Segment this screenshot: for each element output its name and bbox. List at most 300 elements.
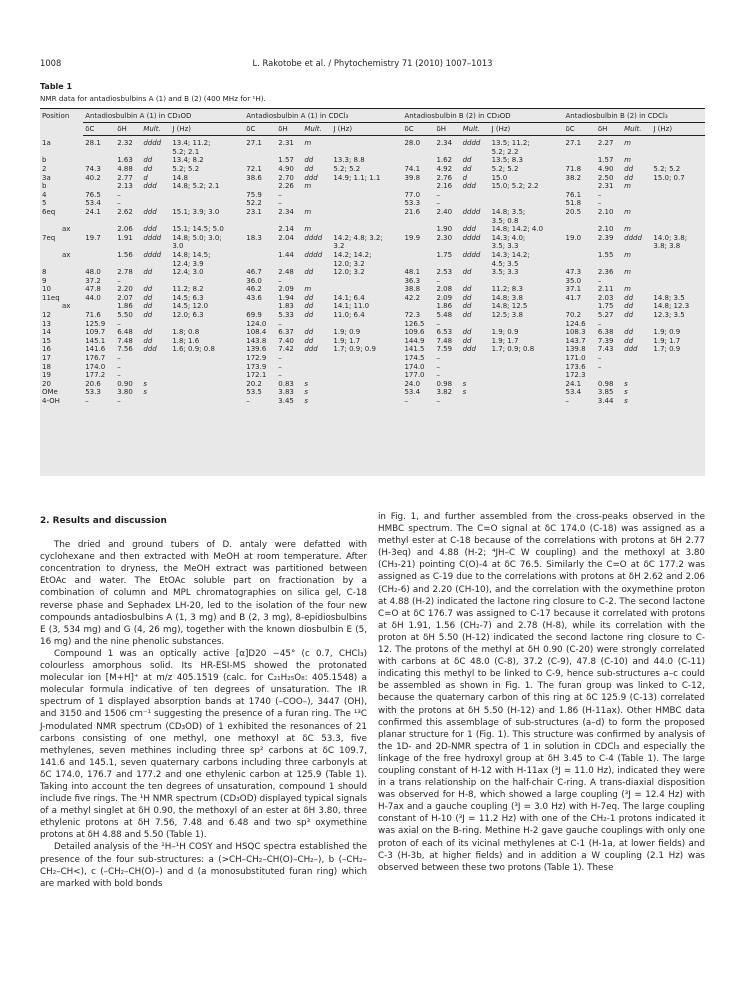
- table-cell: dd: [462, 293, 472, 302]
- table-cell: [170, 380, 244, 389]
- table-cell: 5.48: [436, 311, 453, 320]
- table-cell: –: [117, 354, 121, 363]
- table-cell: 3.5; 3.3: [491, 268, 519, 277]
- position-cell: b: [42, 182, 47, 191]
- table-cell: 37.1: [565, 285, 582, 294]
- table-cell: [170, 371, 244, 380]
- table-cell: 3.8; 3.8: [653, 242, 681, 251]
- table-cell: [170, 277, 244, 286]
- position-cell: ax: [62, 225, 71, 234]
- table-cell: m: [624, 225, 631, 234]
- table-cell: [331, 397, 402, 406]
- table-cell: dd: [143, 164, 153, 173]
- table-row: [40, 302, 705, 311]
- table-cell: –: [565, 397, 569, 405]
- table-cell: 2.16: [436, 182, 453, 191]
- table-cell: 38.2: [565, 173, 582, 182]
- table-cell: 35.0: [565, 276, 582, 285]
- table-cell: 12.4; 3.0: [172, 268, 204, 277]
- table-cell: 15.1; 14.5; 5.0: [172, 225, 224, 234]
- column-subheader: δH: [276, 122, 302, 136]
- table-row: [40, 397, 705, 406]
- table-cell: [622, 199, 651, 208]
- table-cell: s: [462, 379, 467, 388]
- table-cell: [622, 242, 651, 251]
- table-cell: 24.0: [404, 379, 421, 388]
- column-subheader: δC: [83, 122, 115, 136]
- table-cell: [302, 217, 331, 226]
- table-cell: m: [624, 182, 631, 191]
- table-cell: 2.39: [597, 233, 614, 242]
- table-cell: 76.1: [565, 190, 582, 199]
- table-cell: 1.8; 1.6: [172, 336, 200, 345]
- table-cell: 2.53: [436, 268, 453, 277]
- page-number: 1008: [40, 58, 62, 68]
- table-row: [40, 345, 705, 354]
- table-cell: 3.45: [278, 397, 294, 405]
- table-cell: 48.1: [404, 268, 421, 277]
- position-cell: 16: [42, 345, 51, 354]
- table-cell: [244, 260, 276, 269]
- table-cell: 3.82: [436, 388, 453, 397]
- position-cell: 4-OH: [42, 397, 60, 405]
- table-cell: [564, 217, 596, 226]
- table-cell: 2.27: [597, 139, 614, 148]
- table-cell: 11.2; 8.3: [491, 285, 523, 294]
- table-cell: –: [404, 397, 408, 405]
- table-cell: 109.6: [404, 328, 425, 337]
- table-cell: [651, 148, 705, 157]
- table-cell: [402, 148, 434, 157]
- table-row: [40, 260, 705, 269]
- table-cell: [170, 363, 244, 372]
- table-cell: [302, 242, 331, 251]
- position-cell: 14: [42, 328, 51, 337]
- table-cell: –: [85, 397, 89, 405]
- table-cell: dddd: [462, 139, 481, 148]
- table-cell: ddd: [304, 173, 318, 182]
- table-cell: [402, 182, 434, 191]
- table-cell: 24.1: [565, 379, 582, 388]
- table-cell: ddd: [462, 225, 476, 234]
- position-cell: ax: [62, 302, 71, 311]
- position-cell: b: [42, 156, 47, 165]
- table-row: [40, 311, 705, 320]
- table-cell: dd: [143, 311, 153, 320]
- table-cell: [331, 136, 402, 148]
- table-cell: 27.1: [246, 139, 262, 148]
- table-cell: d: [143, 173, 148, 182]
- table-cell: 0.98: [597, 379, 614, 388]
- table-cell: dd: [624, 164, 634, 173]
- table-cell: [461, 320, 490, 329]
- table-cell: 1.91: [117, 233, 133, 242]
- table-cell: –: [436, 397, 440, 405]
- table-cell: [302, 371, 331, 380]
- table-cell: 3.85: [597, 388, 614, 397]
- table-cell: –: [436, 354, 440, 363]
- table-cell: 2.03: [597, 293, 614, 302]
- right-column: [378, 511, 705, 874]
- table-cell: 23.1: [246, 207, 262, 216]
- table-cell: [302, 199, 331, 208]
- table-cell: [331, 371, 402, 380]
- table-cell: [622, 217, 651, 226]
- table-cell: 1.9; 0.9: [491, 328, 519, 337]
- table-cell: 2.09: [436, 293, 453, 302]
- table-cell: [141, 148, 170, 157]
- position-cell: 4: [42, 190, 47, 199]
- table-cell: 4.88: [117, 164, 133, 173]
- table-cell: [651, 156, 705, 165]
- table-cell: [302, 260, 331, 269]
- table-cell: [490, 388, 564, 397]
- table-cell: 2.10: [597, 225, 614, 234]
- table-cell: 124.0: [246, 319, 267, 328]
- table-cell: [596, 148, 622, 157]
- table-cell: [651, 191, 705, 200]
- table-cell: 14.8; 3.8: [491, 293, 523, 302]
- table-cell: dddd: [462, 250, 481, 259]
- table-cell: [651, 371, 705, 380]
- table-cell: 12.0; 6.3: [172, 311, 204, 320]
- table-cell: 2.06: [117, 225, 133, 234]
- table-cell: 15.0; 5.2; 2.2: [491, 182, 539, 191]
- table-cell: 14.8; 14.5;: [172, 250, 211, 259]
- table-cell: dd: [304, 302, 314, 311]
- table-cell: dd: [462, 302, 472, 311]
- table-cell: [461, 354, 490, 363]
- table-row: [40, 380, 705, 389]
- table-cell: 15.0; 0.7: [653, 173, 685, 182]
- table-row: [40, 217, 705, 226]
- table-cell: ddd: [624, 345, 638, 354]
- table-cell: [276, 242, 302, 251]
- table-cell: 1.7; 0.9; 0.8: [491, 345, 535, 354]
- table-cell: [276, 260, 302, 269]
- table-row: [40, 225, 705, 234]
- table-cell: [461, 242, 490, 251]
- table-cell: 174.5: [404, 354, 425, 363]
- table-row: [40, 156, 705, 165]
- table-cell: [564, 302, 596, 311]
- table-cell: 13.5; 8.3: [491, 156, 523, 165]
- table-cell: 69.9: [246, 311, 262, 320]
- table-cell: s: [462, 388, 467, 397]
- table-cell: [83, 302, 115, 311]
- table-cell: 1.7; 0.9; 0.9: [333, 345, 376, 354]
- column-subheader: δC: [564, 122, 596, 136]
- position-cell: 3a: [42, 173, 51, 182]
- nmr-table-panel: [40, 108, 705, 476]
- table-cell: 141.5: [404, 345, 425, 354]
- table-cell: 19.9: [404, 233, 421, 242]
- position-cell: 18: [42, 362, 51, 371]
- table-cell: [141, 354, 170, 363]
- table-cell: 5.2; 5.2: [491, 164, 519, 173]
- table-cell: ddd: [462, 345, 476, 354]
- table-cell: [83, 242, 115, 251]
- table-cell: 11.2; 8.2: [172, 285, 204, 294]
- table-cell: [141, 260, 170, 269]
- table-cell: 28.1: [85, 139, 101, 148]
- table-cell: [115, 260, 141, 269]
- position-cell: 1a: [42, 138, 51, 147]
- table-cell: 53.3: [85, 388, 101, 397]
- table-cell: 36.0: [246, 276, 262, 285]
- table-cell: 5.2; 5.2: [172, 164, 200, 173]
- position-cell: 7eq: [42, 233, 56, 242]
- table-cell: [170, 320, 244, 329]
- table-cell: [490, 277, 564, 286]
- table-cell: 1.6; 0.9; 0.8: [172, 345, 215, 354]
- table-cell: 141.6: [85, 345, 106, 354]
- table-cell: 139.8: [565, 345, 586, 354]
- position-cell: OMe: [42, 388, 58, 397]
- table-cell: [461, 217, 490, 226]
- table-cell: dd: [624, 336, 634, 345]
- table-cell: m: [624, 207, 631, 216]
- table-cell: dd: [143, 156, 153, 165]
- table-cell: m: [624, 250, 631, 259]
- table-cell: 12.0; 3.2: [333, 268, 365, 277]
- table-cell: [83, 225, 115, 234]
- table-cell: [402, 251, 434, 260]
- table-cell: [331, 354, 402, 363]
- table-cell: [490, 354, 564, 363]
- table-cell: 0.83: [278, 379, 294, 388]
- table-cell: 15.1; 3.9; 3.0: [172, 207, 220, 216]
- table-cell: 18.3: [246, 233, 262, 242]
- table-cell: –: [278, 190, 282, 199]
- table-cell: [141, 371, 170, 380]
- table-cell: 15.0: [491, 173, 508, 182]
- table-cell: [276, 148, 302, 157]
- table-cell: 7.43: [597, 345, 614, 354]
- table-cell: ddd: [143, 345, 157, 354]
- column-subheader: Mult.: [461, 122, 490, 136]
- table-row: [40, 354, 705, 363]
- table-cell: s: [624, 379, 628, 388]
- table-cell: 20.6: [85, 379, 101, 388]
- paragraph: in Fig. 1, and further assembled from the cross-peaks observed in the HMBC spectrum. The C=O signal at δC 174.0 (C-18) was assigned as a methyl ester at C-18 because of the correlations with protons at δH 2.77 (H-3eq) and 4.88 (H-2; ⁴JH–C W coupling) and the methoxyl at 3.80 (CH₃-21) pointing C(O)-4 at δC 76.5. Similarly the C=O at δC 177.2 was assigned as C-19 due to the correlations with protons at δH 2.62 and 2.06 (CH₂-6) and 2.20 (CH-10), and the correlation with the oxymethine proton at 4.88 (H-2) indicated the lactone ring closure to C-2. The second lactone C=O at δC 176.7 was assigned to C-17 because it correlated with protons at δH 1.91, 1.56 (CH₂-7) and 2.78 (H-8), while its correlation with the proton at δH 5.50 (H-12) indicated the second lactone ring closure to C-12. The protons of the methyl at δH 0.90 (C-20) were strongly correlated with carbons at δC 48.0 (C-8), 37.2 (C-9), 47.8 (C-10) and 44.0 (C-11) indicating this methyl to be linked to C-9, hence sub-structures a–c could be assembled as shown in Fig. 1. The furan group was linked to C-12, because the quaternary carbon of this ring at δC 125.9 (C-13) correlated with the protons at δH 5.50 (H-12) and 1.86 (H-11ax). Other HMBC data confirmed this assemblage of sub-structures (a–d) to form the proposed planar structure for 1 (Fig. 1). This structure was confirmed by analysis of the 1D- and 2D-NMR spectra of 1 in solution in CDCl₃ and especially the linkage of the free hydroxyl group at δH 3.45 to C-4 (Table 1). The large coupling constant of H-12 with H-11ax (³J = 11.0 Hz), indicated they were in a trans relationship on the half-chair C-ring. A trans-diaxial disposition was observed for H-8, which showed a large coupling (³J = 12.4 Hz) with H-7ax and a gauche coupling (³J = 3.0 Hz) with H-7eq. The large coupling constant of H-10 (³J = 11.2 Hz) with one of the CH₂-1 protons indicated it was axial on the B-ring. Methine H-2 gave gauche couplings with only one proton of each of its vicinal methylenes at C-1 (H-1a, at lower fields) and C-3 (H-3b, at higher fields) and in addition a W coupling (2.1 Hz) was observed between these two protons (Table 1). These: [378, 512, 705, 873]
- table-cell: [461, 371, 490, 380]
- table-cell: 139.6: [246, 345, 267, 354]
- table-cell: –: [436, 190, 440, 199]
- position-cell: 12: [42, 311, 51, 320]
- table-cell: [83, 251, 115, 260]
- position-cell: [40, 217, 83, 226]
- table-cell: dd: [304, 336, 314, 345]
- position-cell: [40, 242, 83, 251]
- table-cell: 4.90: [597, 164, 614, 173]
- table-cell: 7.48: [117, 336, 133, 345]
- table-cell: 14.0; 3.8;: [653, 233, 688, 242]
- table-cell: 14.8; 5.2; 2.1: [172, 182, 220, 191]
- table-cell: [651, 354, 705, 363]
- table-cell: 1.56: [117, 250, 133, 259]
- table-cell: 77.0: [404, 190, 421, 199]
- column-subheader: δH: [435, 122, 461, 136]
- table-cell: [302, 277, 331, 286]
- table-cell: dd: [624, 293, 634, 302]
- table-cell: [83, 148, 115, 157]
- table-cell: 14.9; 1.1; 1.1: [333, 173, 381, 182]
- table-cell: –: [436, 199, 440, 208]
- table-cell: [435, 260, 461, 269]
- table-cell: 53.5: [246, 388, 262, 397]
- table-cell: [83, 260, 115, 269]
- table-cell: dd: [143, 293, 153, 302]
- table-cell: 11.0; 6.4: [333, 311, 365, 320]
- table-cell: 6.53: [436, 328, 453, 337]
- table-cell: [651, 320, 705, 329]
- table-cell: [244, 148, 276, 157]
- table-cell: 47.3: [565, 268, 582, 277]
- table-cell: [622, 354, 651, 363]
- table-cell: dd: [304, 293, 314, 302]
- table-cell: [276, 217, 302, 226]
- table-cell: [596, 242, 622, 251]
- table-cell: [331, 285, 402, 294]
- nmr-data-table: [40, 108, 705, 406]
- table-cell: 2.70: [278, 173, 294, 182]
- table-cell: s: [304, 397, 309, 405]
- table-cell: 13.5; 11.2;: [491, 139, 530, 148]
- table-cell: [141, 277, 170, 286]
- table-cell: dddd: [304, 250, 323, 259]
- table-cell: [244, 217, 276, 226]
- table-cell: [331, 388, 402, 397]
- table-cell: [402, 225, 434, 234]
- table-cell: 12.0; 3.2: [333, 259, 365, 268]
- table-cell: 12.5; 3.8: [491, 311, 523, 320]
- table-cell: [564, 225, 596, 234]
- table-cell: m: [304, 207, 312, 216]
- table-cell: ddd: [143, 225, 157, 234]
- table-cell: 177.0: [404, 371, 425, 380]
- table-cell: [141, 217, 170, 226]
- table-cell: 125.9: [85, 319, 106, 328]
- table-row: [40, 285, 705, 294]
- table-cell: 36.3: [404, 276, 421, 285]
- table-cell: [622, 191, 651, 200]
- table-cell: 144.9: [404, 336, 425, 345]
- table-cell: 41.7: [565, 293, 582, 302]
- table-row: [40, 148, 705, 157]
- position-cell: 5: [42, 199, 47, 208]
- table-cell: –: [278, 319, 282, 328]
- table-cell: dddd: [462, 207, 481, 216]
- table-cell: [651, 199, 705, 208]
- table-row: [40, 294, 705, 303]
- table-cell: m: [624, 156, 631, 165]
- table-cell: [115, 148, 141, 157]
- table-cell: 2.40: [436, 207, 453, 216]
- column-subheader: J (Hz): [331, 122, 402, 136]
- table-cell: 5.50: [117, 311, 133, 320]
- table-cell: 53.3: [404, 199, 421, 208]
- table-cell: 3.5; 0.8: [491, 216, 519, 225]
- table-cell: 5.2; 2.1: [172, 147, 200, 156]
- table-cell: dddd: [143, 233, 162, 242]
- table-cell: 2.11: [597, 285, 614, 294]
- table-cell: –: [117, 276, 121, 285]
- table-row: [40, 337, 705, 346]
- table-cell: m: [304, 225, 312, 234]
- table-cell: 1.9; 0.9: [333, 328, 361, 337]
- position-cell: 17: [42, 354, 51, 363]
- table-cell: [490, 191, 564, 200]
- table-cell: [141, 363, 170, 372]
- table-cell: [435, 148, 461, 157]
- table-cell: s: [304, 379, 309, 388]
- table-cell: dd: [462, 285, 472, 294]
- table-cell: 21.6: [404, 207, 421, 216]
- table-cell: m: [624, 268, 631, 277]
- table-cell: m: [304, 285, 312, 294]
- table-cell: [244, 225, 276, 234]
- table-cell: 177.2: [85, 371, 106, 380]
- table-cell: 14.1; 6.4: [333, 293, 365, 302]
- table-cell: [461, 260, 490, 269]
- table-cell: 7.42: [278, 345, 294, 354]
- table-cell: –: [278, 199, 282, 208]
- table-cell: 1.90: [436, 225, 453, 234]
- table-row: [40, 388, 705, 397]
- table-cell: 14.3; 14.2;: [491, 250, 530, 259]
- table-cell: [331, 320, 402, 329]
- table-cell: 37.2: [85, 276, 101, 285]
- table-cell: [461, 397, 490, 406]
- table-cell: 2.48: [278, 268, 294, 277]
- table-cell: [302, 363, 331, 372]
- table-cell: dd: [462, 268, 472, 277]
- table-row: [40, 268, 705, 277]
- table-cell: 3.2: [333, 242, 345, 251]
- table-cell: [402, 242, 434, 251]
- table-cell: –: [597, 319, 602, 328]
- table-cell: 6.38: [597, 328, 614, 337]
- table-row: [40, 191, 705, 200]
- table-caption: NMR data for antadiosbulbins A (1) and B (2) (400 MHz for ¹H).: [40, 94, 266, 103]
- table-cell: [244, 302, 276, 311]
- table-cell: 2.31: [597, 182, 614, 191]
- table-cell: 14.8; 14.2; 4.0: [491, 225, 544, 234]
- table-cell: [622, 277, 651, 286]
- table-cell: 14.8; 5.0; 3.0;: [172, 233, 222, 242]
- table-cell: –: [597, 276, 602, 285]
- table-cell: 5.2; 2.2: [491, 147, 519, 156]
- table-cell: 2.20: [117, 285, 133, 294]
- table-cell: [244, 182, 276, 191]
- table-cell: dd: [304, 164, 314, 173]
- table-cell: 2.77: [117, 173, 133, 182]
- table-cell: dd: [624, 302, 634, 311]
- table-cell: [461, 277, 490, 286]
- table-cell: [564, 148, 596, 157]
- table-cell: 5.33: [278, 311, 294, 320]
- table-cell: dd: [624, 173, 634, 182]
- table-cell: [622, 363, 651, 372]
- table-cell: 14.2; 4.8; 3.2;: [333, 233, 383, 242]
- table-cell: 172.9: [246, 354, 267, 363]
- table-row: [40, 328, 705, 337]
- table-cell: 173.6: [565, 362, 586, 371]
- table-cell: ddd: [143, 182, 157, 191]
- table-cell: [490, 320, 564, 329]
- table-cell: 1.57: [278, 156, 294, 165]
